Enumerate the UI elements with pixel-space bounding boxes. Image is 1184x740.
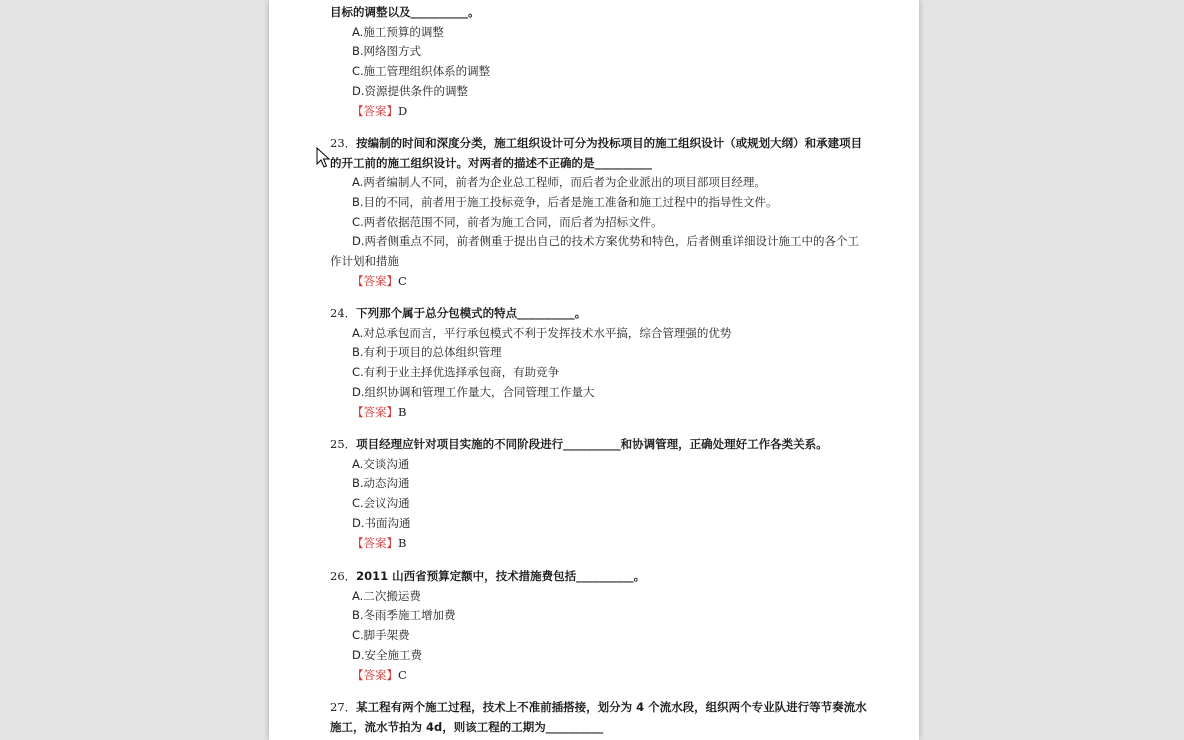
question-number: 25． xyxy=(330,437,357,451)
question-stem: 目标的调整以及__________。 xyxy=(330,5,480,19)
option-c: C.会议沟通 xyxy=(352,496,410,511)
option-d: D.组织协调和管理工作量大，合同管理工作量大 xyxy=(352,384,595,399)
answer-label: 【答案】 xyxy=(352,404,398,419)
answer-label: 【答案】 xyxy=(352,273,398,288)
answer xyxy=(330,403,870,423)
option-a: A.施工预算的调整 xyxy=(352,24,444,39)
question-27 xyxy=(330,698,870,737)
answer xyxy=(330,272,870,292)
question-23 xyxy=(330,134,870,292)
option-c: C.有利于业主择优选择承包商，有助竞争 xyxy=(352,365,560,380)
question-number: 27． xyxy=(330,700,357,714)
question-stem xyxy=(330,698,870,718)
question-stem-line1: 某工程有两个施工过程，技术上不准前插搭接，划分为 4 个流水段，组织两个专业队进行等节奏流水 xyxy=(356,700,867,714)
answer-value: D xyxy=(398,103,408,118)
option-d: D.书面沟通 xyxy=(352,515,411,530)
answer xyxy=(330,666,870,686)
option-d: D.安全施工费 xyxy=(352,647,423,662)
answer xyxy=(330,102,870,122)
option-b: B.目的不同，前者用于施工投标竞争，后者是施工准备和施工过程中的指导性文件。 xyxy=(352,194,778,209)
answer-value: C xyxy=(398,273,407,288)
question-25 xyxy=(330,435,870,553)
option-a: A.交谈沟通 xyxy=(352,456,410,471)
option-a: A.二次搬运费 xyxy=(352,588,421,603)
answer-value: C xyxy=(398,667,407,682)
option-b: B.有利于项目的总体组织管理 xyxy=(352,345,502,360)
answer-value: B xyxy=(398,404,407,419)
question-stem-line2: 的开工前的施工组织设计。对两者的描述不正确的是__________ xyxy=(330,155,652,170)
question-stem-line1: 按编制的时间和深度分类，施工组织设计可分为投标项目的施工组织设计（或规划大纲）和承建项目 xyxy=(356,136,863,150)
option-d-continued: 作计划和措施 xyxy=(330,254,399,269)
option-b: B.冬雨季施工增加费 xyxy=(352,608,456,623)
question-stem-text: 项目经理应针对项目实施的不同阶段进行__________和协调管理，正确处理好工作各类关系。 xyxy=(356,437,828,451)
option-a: A.对总承包而言，平行承包模式不利于发挥技术水平搞，综合管理强的优势 xyxy=(352,325,732,340)
option-d: D.资源提供条件的调整 xyxy=(352,83,469,98)
option-c: C.施工管理组织体系的调整 xyxy=(352,64,491,79)
option-c: C.脚手架费 xyxy=(352,628,410,643)
question-stem xyxy=(330,134,870,154)
question-stem xyxy=(330,304,870,324)
document-page xyxy=(269,0,919,740)
answer-label: 【答案】 xyxy=(352,535,398,550)
question-stem-line2: 施工，流水节拍为 4d，则该工程的工期为__________ xyxy=(330,719,604,734)
option-c: C.两者依据范围不同，前者为施工合同，而后者为招标文件。 xyxy=(352,214,663,229)
question-number: 26． xyxy=(330,569,357,583)
option-b: B.网络图方式 xyxy=(352,44,422,59)
option-a: A.两者编制人不同，前者为企业总工程师，而后者为企业派出的项目部项目经理。 xyxy=(352,175,766,189)
question-stem xyxy=(330,567,870,587)
question-22 xyxy=(330,3,870,121)
question-stem xyxy=(330,435,870,455)
answer-value: B xyxy=(398,535,407,550)
question-26 xyxy=(330,567,870,685)
answer-label: 【答案】 xyxy=(352,103,398,118)
question-stem-text: 2011 山西省预算定额中，技术措施费包括__________。 xyxy=(356,569,646,583)
question-number: 24． xyxy=(330,306,357,320)
option-d: D.两者侧重点不同，前者侧重于提出自己的技术方案优势和特色，后者侧重详细设计施工中的各个工 xyxy=(352,234,860,249)
question-24 xyxy=(330,304,870,422)
answer xyxy=(330,534,870,554)
question-stem-text: 下列那个属于总分包模式的特点__________。 xyxy=(356,306,587,320)
option-b: B.动态沟通 xyxy=(352,476,410,491)
question-number: 23． xyxy=(330,136,357,150)
mouse-cursor-icon xyxy=(316,147,330,169)
answer-label: 【答案】 xyxy=(352,667,398,682)
